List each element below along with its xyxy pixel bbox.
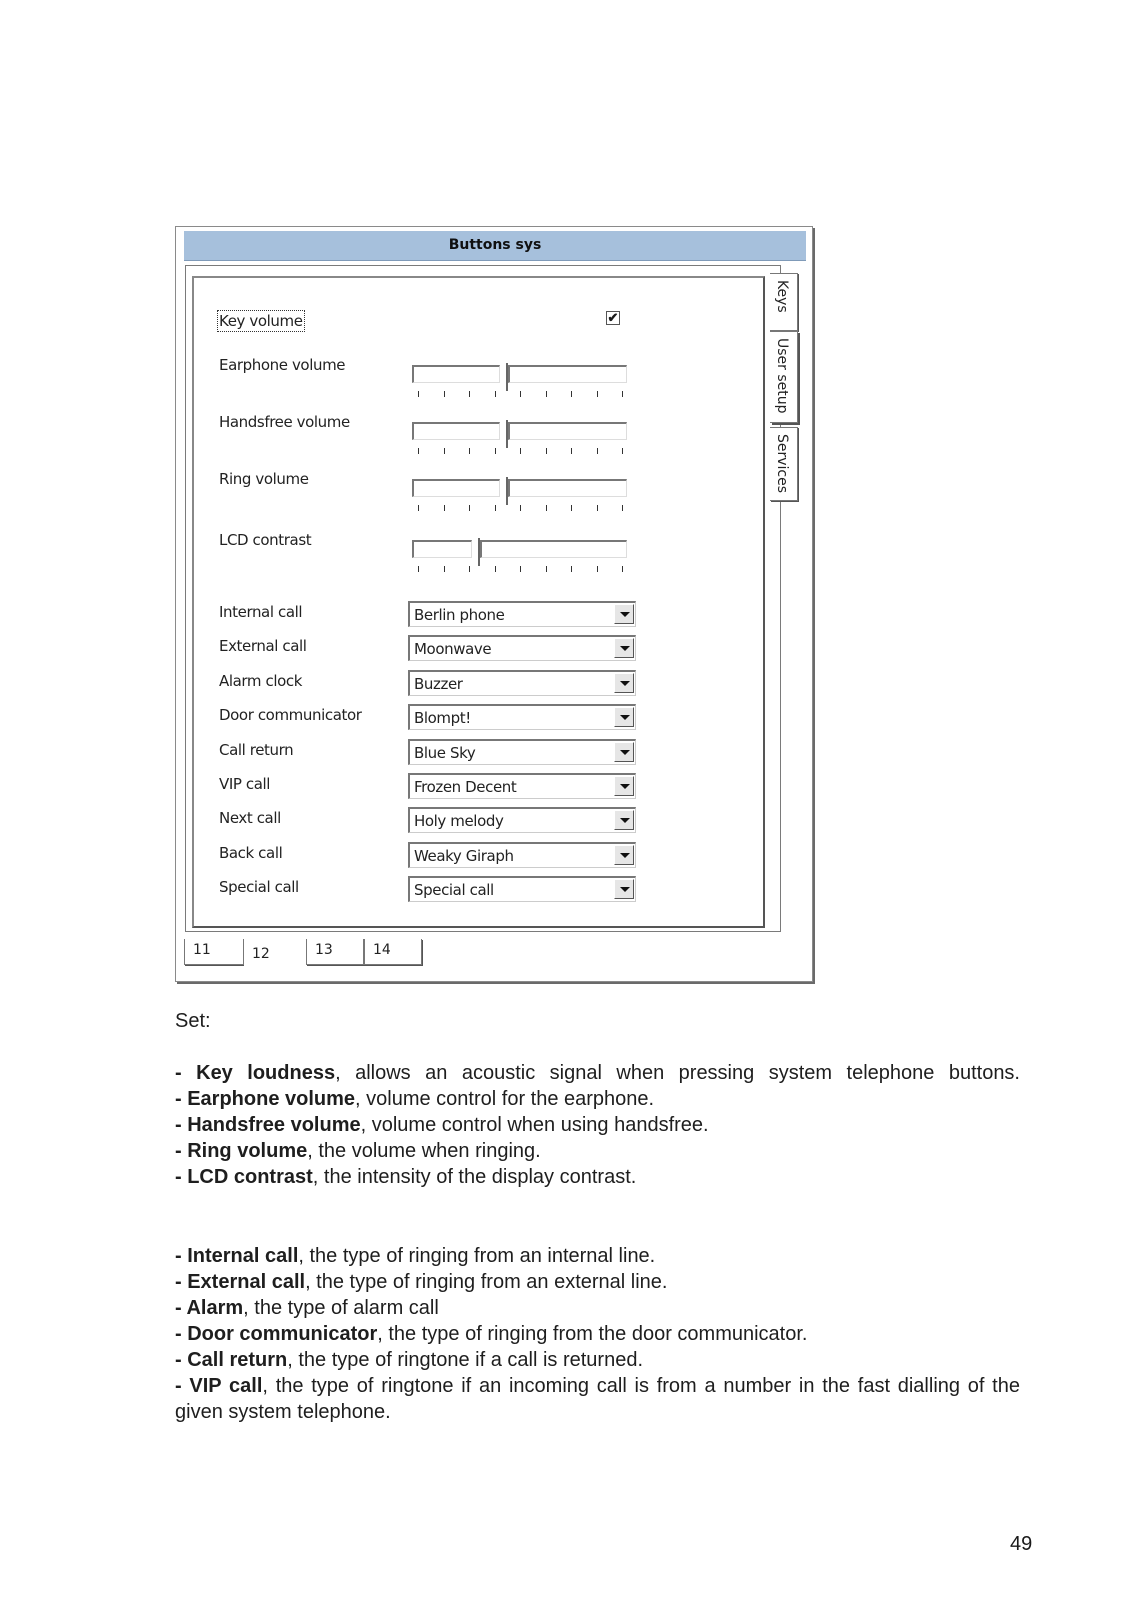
select-value: Berlin phone [414, 606, 505, 624]
slider-track-right [508, 365, 627, 383]
ringtone-select-7[interactable] [408, 842, 636, 868]
slider-tick [571, 566, 572, 572]
chevron-down-icon[interactable] [614, 845, 634, 865]
slider-tick [520, 448, 521, 454]
desc-key-loudness: - Key loudness, allows an acoustic signal when pressing system telephone buttons. [175, 1062, 1020, 1084]
slider-tick [546, 505, 547, 511]
tab-14[interactable]: 14 [364, 939, 422, 965]
ringing-descriptions [175, 1243, 1020, 1425]
dropdown-label-4: Call return [219, 740, 294, 759]
slider-tick [444, 448, 445, 454]
slider-tick [571, 448, 572, 454]
ringtone-select-3[interactable] [408, 704, 636, 730]
tab-11[interactable]: 11 [184, 939, 244, 965]
slider-tick [622, 505, 623, 511]
slider-tick [469, 566, 470, 572]
desc-lcd-contrast: - LCD contrast, the intensity of the display contrast. [175, 1166, 637, 1188]
dropdown-label-0: Internal call [219, 603, 303, 621]
dropdown-label-7: Back call [219, 843, 283, 862]
slider-tick [597, 448, 598, 454]
desc-call-return: - Call return, the type of ringtone if a call is returned. [175, 1349, 644, 1371]
chevron-down-icon[interactable] [614, 879, 634, 899]
dropdown-label-2: Alarm clock [219, 671, 303, 690]
slider-tick [469, 391, 470, 397]
chevron-down-icon[interactable] [614, 776, 634, 796]
desc-internal-call: - Internal call, the type of ringing from an internal line. [175, 1245, 656, 1267]
chevron-down-icon[interactable] [614, 810, 634, 830]
slider-tick [520, 391, 521, 397]
volume-slider-2[interactable] [412, 477, 627, 521]
tab-12[interactable]: 12 [244, 935, 304, 967]
page-number: 49 [1010, 1533, 1033, 1555]
dropdown-label-6: Next call [219, 809, 281, 828]
set-heading: Set: [175, 1010, 211, 1032]
select-value: Special call [414, 881, 494, 900]
check-icon: ✔ [607, 310, 619, 325]
volume-slider-1[interactable] [412, 420, 627, 464]
select-value: Blompt! [414, 709, 471, 728]
slider-tick [495, 566, 496, 572]
ringtone-select-0[interactable] [408, 601, 636, 627]
key-volume-checkbox[interactable] [606, 311, 620, 325]
tab-keys-label: Keys [774, 280, 790, 313]
slider-tick [418, 566, 419, 572]
slider-tick [418, 448, 419, 454]
chevron-down-icon[interactable] [614, 638, 634, 658]
ringtone-select-8[interactable] [408, 876, 636, 902]
select-value: Blue Sky [414, 743, 476, 762]
slider-tick [495, 391, 496, 397]
desc-door-communicator: - Door communicator, the type of ringing from the door communicator. [175, 1323, 808, 1345]
buttons-sys-dialog [175, 226, 813, 982]
chevron-down-icon[interactable] [614, 707, 634, 727]
tab-user-setup-label: User setup [774, 338, 790, 414]
ringtone-select-6[interactable] [408, 807, 636, 833]
dialog-title: Buttons sys [184, 231, 806, 261]
key-volume-label: Key volume [219, 312, 303, 330]
tab-services-label: Services [774, 434, 790, 494]
slider-tick [469, 505, 470, 511]
slider-tick [622, 391, 623, 397]
slider-tick [495, 448, 496, 454]
chevron-down-icon[interactable] [614, 742, 634, 762]
slider-tick [597, 566, 598, 572]
dropdown-label-3: Door communicator [219, 706, 362, 725]
slider-tick [546, 566, 547, 572]
slider-label-2: Ring volume [219, 470, 309, 488]
ringtone-select-1[interactable] [408, 635, 636, 661]
slider-tick [495, 505, 496, 511]
select-value: Moonwave [414, 640, 492, 659]
slider-tick [546, 391, 547, 397]
desc-handsfree-volume: - Handsfree volume, volume control when using handsfree. [175, 1114, 709, 1136]
tab-keys[interactable] [770, 273, 798, 331]
tab-user-setup[interactable] [770, 331, 798, 423]
slider-track-left [412, 540, 472, 558]
slider-thumb[interactable] [478, 538, 482, 566]
slider-tick [444, 566, 445, 572]
chevron-down-icon[interactable] [614, 604, 634, 624]
slider-track-left [412, 479, 500, 497]
slider-thumb[interactable] [506, 363, 510, 391]
tab-13[interactable]: 13 [306, 939, 364, 965]
select-value: Buzzer [414, 674, 463, 693]
slider-track-left [412, 422, 500, 440]
slider-track-right [508, 422, 627, 440]
slider-thumb[interactable] [506, 477, 510, 505]
chevron-down-icon[interactable] [614, 673, 634, 693]
slider-tick [546, 448, 547, 454]
ringtone-select-5[interactable] [408, 773, 636, 799]
volume-slider-3[interactable] [412, 538, 627, 582]
slider-tick [520, 566, 521, 572]
slider-tick [520, 505, 521, 511]
dropdown-label-5: VIP call [219, 775, 271, 793]
slider-tick [444, 391, 445, 397]
slider-track-right [508, 479, 627, 497]
select-value: Holy melody [414, 812, 504, 831]
slider-track-right [480, 540, 627, 558]
desc-earphone-volume: - Earphone volume, volume control for the earphone. [175, 1088, 655, 1110]
slider-tick [571, 505, 572, 511]
slider-tick [469, 448, 470, 454]
tab-services[interactable] [770, 427, 798, 501]
slider-thumb[interactable] [506, 420, 510, 448]
slider-track-left [412, 365, 500, 383]
slider-tick [622, 448, 623, 454]
slider-tick [622, 566, 623, 572]
slider-tick [597, 505, 598, 511]
slider-label-0: Earphone volume [219, 356, 346, 374]
slider-label-1: Handsfree volume [219, 413, 350, 431]
select-value: Frozen Decent [414, 778, 517, 796]
dropdown-label-1: External call [219, 637, 307, 656]
slider-tick [444, 505, 445, 511]
desc-vip-call: - VIP call, the type of ringtone if an incoming call is from a number in the fast dialling of the given system telephone. [175, 1375, 1020, 1423]
slider-label-3: LCD contrast [219, 531, 312, 549]
slider-tick [597, 391, 598, 397]
volume-slider-0[interactable] [412, 363, 627, 407]
select-value: Weaky Giraph [414, 846, 514, 865]
desc-external-call: - External call, the type of ringing from an external line. [175, 1271, 668, 1293]
volume-descriptions [175, 1060, 1020, 1190]
desc-ring-volume: - Ring volume, the volume when ringing. [175, 1140, 541, 1162]
slider-tick [571, 391, 572, 397]
desc-alarm: - Alarm, the type of alarm call [175, 1297, 439, 1319]
ringtone-select-4[interactable] [408, 739, 636, 765]
dropdown-label-8: Special call [219, 878, 299, 897]
slider-tick [418, 391, 419, 397]
slider-tick [418, 505, 419, 511]
ringtone-select-2[interactable] [408, 670, 636, 696]
